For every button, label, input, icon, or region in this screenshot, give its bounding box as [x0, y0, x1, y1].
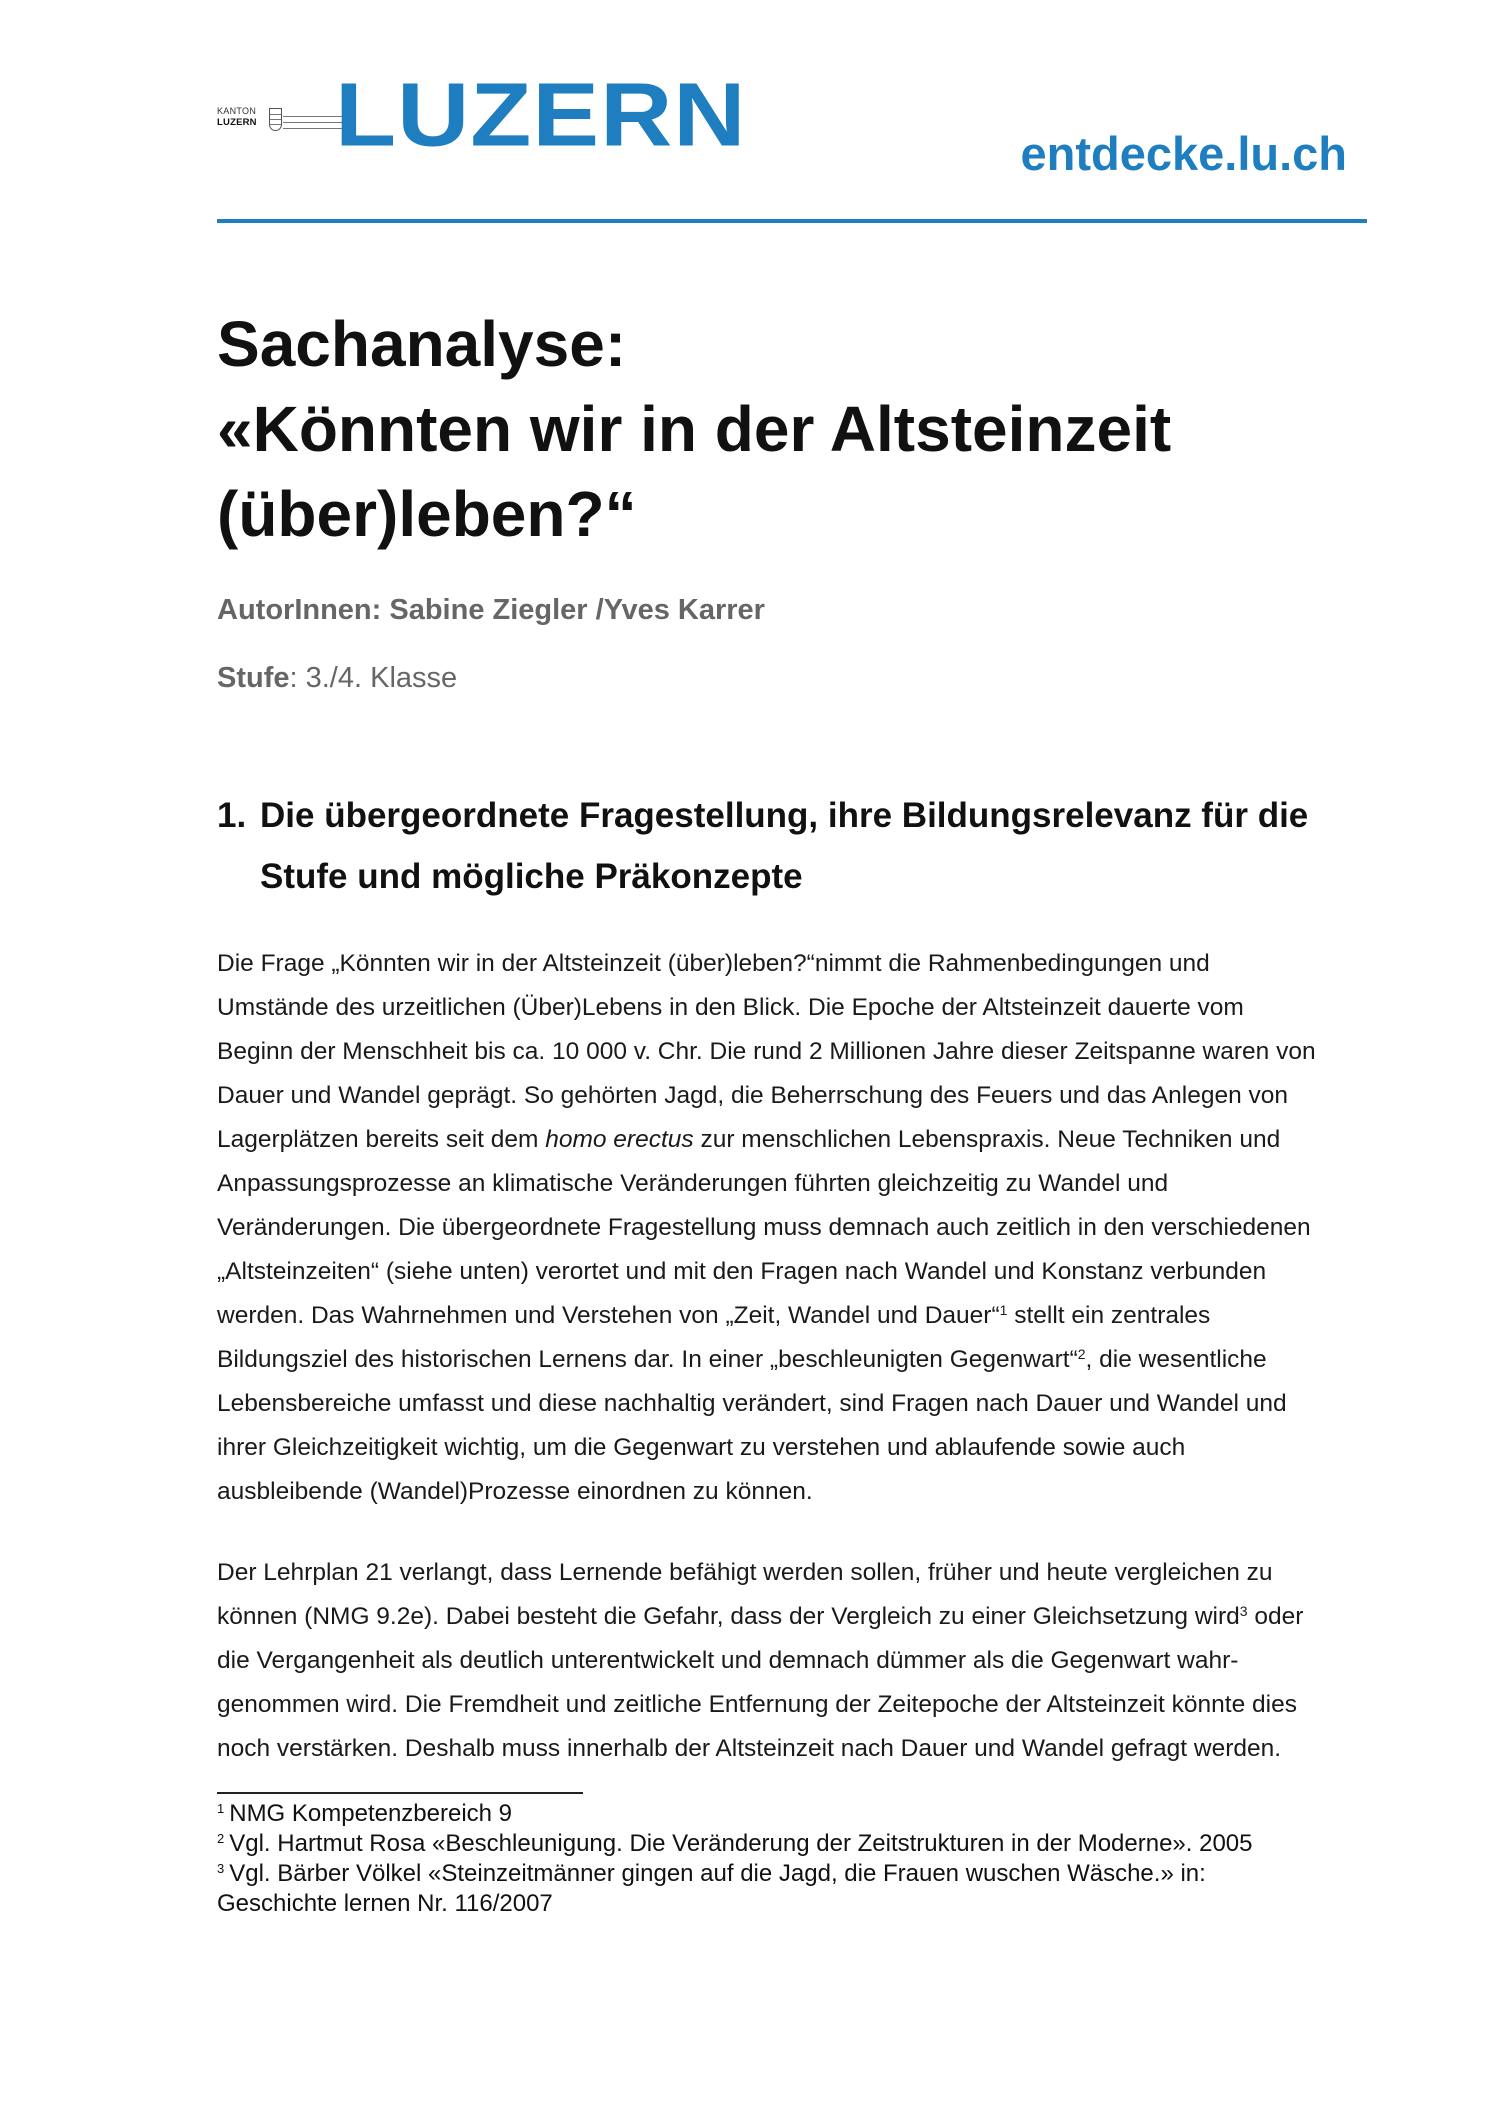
footnote-1: [217, 1799, 1367, 1829]
para2-line: die Vergangenheit als deutlich unterentwickelt und demnach dümmer als die Gegenwart wahr-: [217, 1647, 1239, 1674]
footnote-text: NMG Kompetenzbereich 9: [229, 1800, 513, 1827]
para1-line: ausbleibende (Wandel)Prozesse einordnen zu können.: [217, 1478, 813, 1505]
para1-line: „Altsteinzeiten“ (siehe unten) verortet und mit den Fragen nach Wandel und Konstanz verbunden: [217, 1258, 1267, 1285]
footnote-number: 1: [217, 1801, 225, 1816]
para2-line: oder: [1247, 1603, 1304, 1630]
para1-line: Anpassungsprozesse an klimatische Veränderungen führten gleichzeitig zu Wandel und: [217, 1170, 1169, 1197]
para1-line: ihrer Gleichzeitigkeit wichtig, um die Gegenwart zu verstehen und ablaufende sowie auch: [217, 1434, 1186, 1461]
para1-line: Lagerplätzen bereits seit dem: [217, 1126, 546, 1153]
kanton-luzern-logo: [217, 64, 777, 180]
footnote-text: Geschichte lernen Nr. 116/2007: [217, 1890, 553, 1917]
logo-kanton-label: [217, 106, 285, 136]
para2-line: genommen wird. Die Fremdheit und zeitliche Entfernung der Zeitepoche der Altsteinzeit könnte dies: [217, 1691, 1297, 1718]
stufe-label: Stufe: [217, 662, 290, 694]
footnote-number: 3: [217, 1861, 225, 1876]
footnote-ref-1[interactable]: 1: [999, 1302, 1008, 1318]
title-line-1: Sachanalyse:: [217, 308, 627, 380]
para1-line: Lebensbereiche umfasst und diese nachhaltig verändert, sind Fragen nach Dauer und Wandel und: [217, 1390, 1287, 1417]
authors-line: AutorInnen: Sabine Ziegler /Yves Karrer: [217, 594, 765, 626]
footnote-3: [217, 1859, 1367, 1919]
footnote-ref-2[interactable]: 2: [1077, 1346, 1086, 1362]
footnote-text: Vgl. Hartmut Rosa «Beschleunigung. Die Veränderung der Zeitstrukturen in der Moderne». 2005: [229, 1830, 1253, 1857]
para1-line: Bildungsziel des historischen Lernens dar. In einer „beschleunigten Gegenwart“: [217, 1346, 1078, 1373]
para1-line: werden. Das Wahrnehmen und Verstehen von „Zeit, Wandel und Dauer“: [217, 1302, 1000, 1329]
logo-kanton-name: LUZERN: [217, 117, 257, 128]
para1-line: stellt ein zentrales: [1007, 1302, 1211, 1329]
site-url: entdecke.lu.ch: [1020, 127, 1347, 180]
page-header: [217, 64, 1367, 225]
section-number: 1.: [217, 796, 247, 835]
body-paragraph-2: [217, 1551, 1367, 1771]
page-title: [217, 302, 1317, 557]
title-line-2: «Könnten wir in der Altsteinzeit: [217, 393, 1172, 465]
body-paragraph-1: [217, 942, 1367, 1514]
footnote-ref-3[interactable]: 3: [1239, 1603, 1248, 1619]
para1-line: Die Frage „Könnten wir in der Altsteinzeit (über)leben?“nimmt die Rahmenbedingungen und: [217, 950, 1210, 977]
stufe-value: : 3./4. Klasse: [289, 662, 458, 694]
para1-line: Veränderungen. Die übergeordnete Fragestellung muss demnach auch zeitlich in den verschiedenen: [217, 1214, 1311, 1241]
italic-term: homo erectus: [545, 1126, 694, 1153]
section-heading-line-1: Die übergeordnete Fragestellung, ihre Bildungsrelevanz für die: [260, 796, 1309, 835]
crest-icon: [269, 108, 282, 131]
footnote-text: Vgl. Bärber Völkel «Steinzeitmänner gingen auf die Jagd, die Frauen wuschen Wäsche.» in:: [229, 1860, 1206, 1887]
para1-line: Dauer und Wandel geprägt. So gehörten Jagd, die Beherrschung des Feuers und das Anlegen von: [217, 1082, 1289, 1109]
logo-kanton-word: KANTON: [217, 106, 257, 116]
para2-line: noch verstärken. Deshalb muss innerhalb der Altsteinzeit nach Dauer und Wandel gefragt werden.: [217, 1735, 1282, 1762]
title-line-3: (über)leben?“: [217, 478, 637, 550]
section-heading-line-2: Stufe und mögliche Präkonzepte: [260, 857, 803, 896]
section-heading: [217, 785, 1367, 907]
logo-wordmark: LUZERN: [335, 64, 747, 166]
para1-line: , die wesentliche: [1085, 1346, 1267, 1373]
para1-line: zur menschlichen Lebenspraxis. Neue Techniken und: [693, 1126, 1281, 1153]
para2-line: können (NMG 9.2e). Dabei besteht die Gefahr, dass der Vergleich zu einer Gleichsetzung wird: [217, 1603, 1240, 1630]
para2-line: Der Lehrplan 21 verlangt, dass Lernende befähigt werden sollen, früher und heute vergleichen zu: [217, 1559, 1273, 1586]
footnote-divider: [217, 1792, 583, 1794]
stufe-line: [217, 662, 457, 695]
para1-line: Umstände des urzeitlichen (Über)Lebens in den Blick. Die Epoche der Altsteinzeit dauerte vom: [217, 994, 1244, 1021]
para1-line: Beginn der Menschheit bis ca. 10 000 v. Chr. Die rund 2 Millionen Jahre dieser Zeitspanne waren von: [217, 1038, 1316, 1065]
header-divider: [217, 219, 1367, 223]
footnote-number: 2: [217, 1831, 225, 1846]
footnote-2: [217, 1829, 1367, 1859]
footnotes: [217, 1799, 1367, 1919]
